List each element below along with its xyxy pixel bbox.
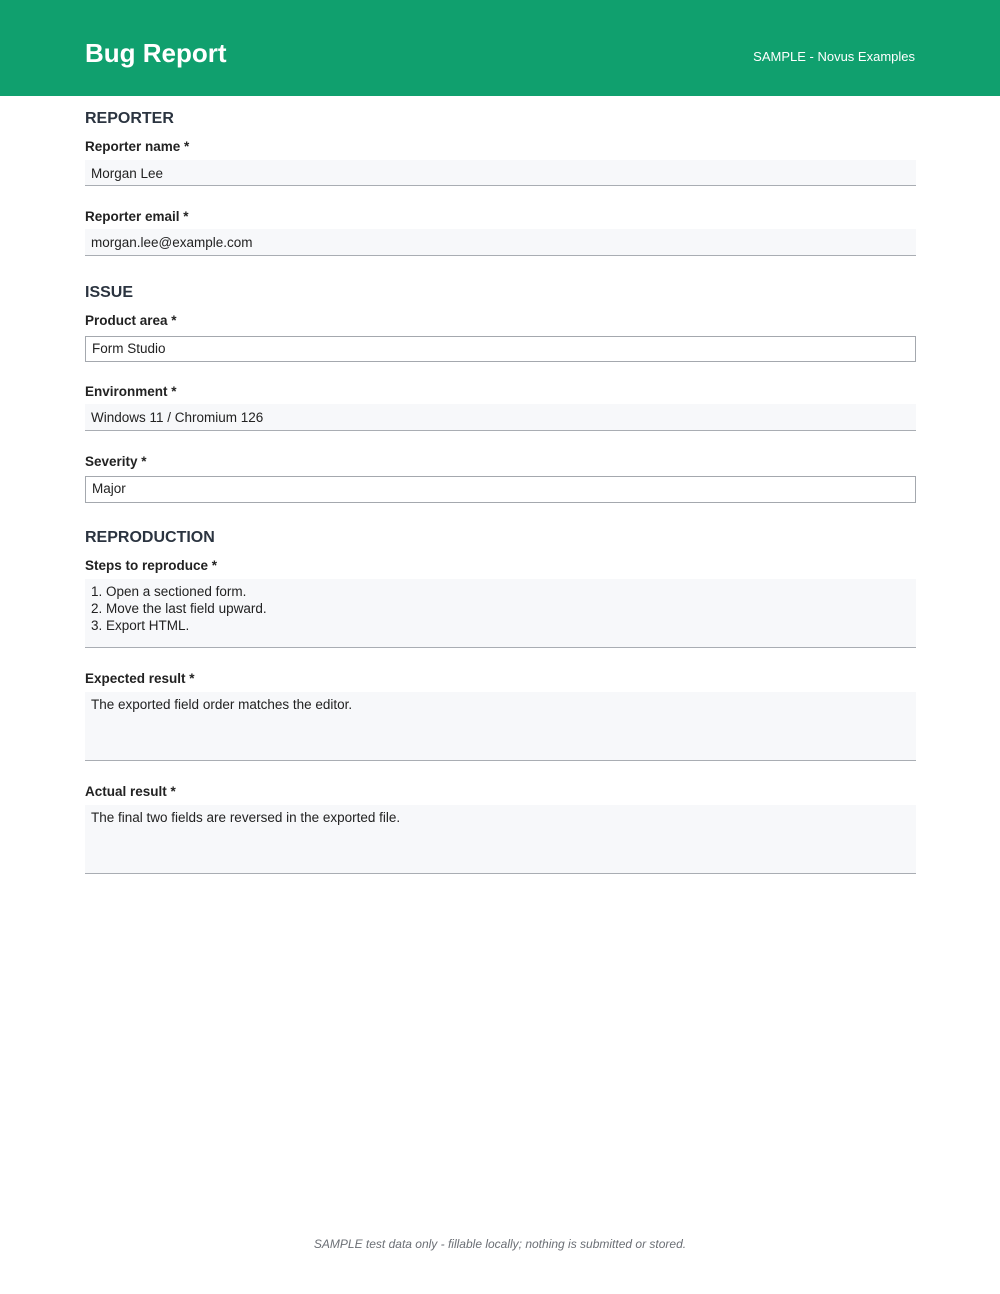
reporter-email-input[interactable]: morgan.lee@example.com xyxy=(85,229,916,256)
section-title-reporter: REPORTER xyxy=(85,110,174,127)
severity-label: Severity * xyxy=(85,454,147,469)
header-subtitle: SAMPLE - Novus Examples xyxy=(753,49,915,64)
severity-select[interactable]: Major xyxy=(85,476,916,503)
section-title-reproduction: REPRODUCTION xyxy=(85,529,215,546)
page-title: Bug Report xyxy=(85,38,227,68)
footer-note: SAMPLE test data only - fillable locally; nothing is submitted or stored. xyxy=(313,1237,687,1251)
header-banner xyxy=(0,0,1000,96)
actual-result-label: Actual result * xyxy=(85,784,176,799)
steps-textarea[interactable]: 1. Open a sectioned form. 2. Move the last field upward. 3. Export HTML. xyxy=(85,579,916,648)
reporter-name-input[interactable]: Morgan Lee xyxy=(85,160,916,186)
expected-result-textarea[interactable]: The exported field order matches the editor. xyxy=(85,692,916,761)
expected-result-label: Expected result * xyxy=(85,671,195,686)
product-area-label: Product area * xyxy=(85,313,177,328)
environment-label: Environment * xyxy=(85,384,177,399)
steps-label: Steps to reproduce * xyxy=(85,558,218,573)
reporter-email-label: Reporter email * xyxy=(85,209,189,224)
reporter-name-label: Reporter name * xyxy=(85,139,190,154)
actual-result-textarea[interactable]: The final two fields are reversed in the exported file. xyxy=(85,805,916,874)
section-title-issue: ISSUE xyxy=(85,284,134,301)
product-area-select[interactable]: Form Studio xyxy=(85,336,916,362)
environment-input[interactable]: Windows 11 / Chromium 126 xyxy=(85,404,916,431)
